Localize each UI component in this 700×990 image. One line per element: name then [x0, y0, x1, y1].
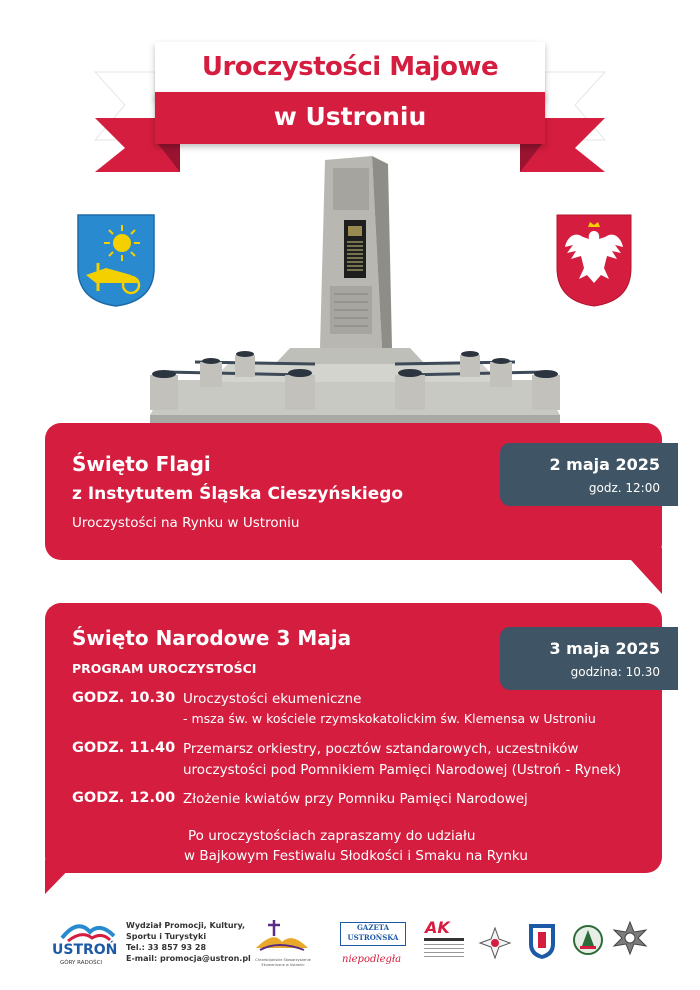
ak-logo-bar	[424, 938, 464, 941]
footer-partner1: Chrześcijańskie Stowarzyszenie Ekumeniczne w Ustroniu	[255, 958, 311, 967]
program-item-1-line1: Uroczystości ekumeniczne	[183, 691, 362, 707]
niepodlegla-logo: niepodległa	[342, 954, 402, 965]
association-shield-emblem-icon	[527, 920, 557, 960]
program-label: PROGRAM UROCZYSTOŚCI	[72, 661, 257, 676]
program-item-2-time: GODZ. 11.40	[72, 740, 176, 756]
veterans-cross-emblem-icon	[612, 920, 648, 956]
event1-date-box	[500, 443, 678, 506]
ustron-logo-icon	[58, 916, 118, 944]
footer-logo-tagline: GÓRY RADOŚCI	[60, 960, 103, 966]
ak-logo: AK	[425, 918, 450, 937]
banner-subtitle: w Ustroniu	[273, 102, 427, 131]
program-item-2-line2: uroczystości pod Pomnikiem Pamięci Narodowej (Ustroń - Rynek)	[183, 762, 622, 778]
program-item-2-line1: Przemarsz orkiestry, pocztów sztandarowych, uczestników	[183, 741, 579, 757]
monument-image	[140, 150, 570, 440]
event2-date: 3 maja 2025	[549, 639, 660, 658]
event1-location: Uroczystości na Rynku w Ustroniu	[72, 515, 300, 531]
program-item-1-line2: - msza św. w kościele rzymskokatolickim św. Klemensa w Ustroniu	[183, 711, 596, 726]
event1-time: godz. 12:00	[588, 481, 660, 495]
ecumenical-association-logo-icon	[252, 918, 312, 956]
event2-date-box	[500, 627, 678, 690]
footer-contact	[126, 920, 251, 964]
program-item-1-time: GODZ. 10.30	[72, 690, 176, 706]
program-item-3-time: GODZ. 12.00	[72, 790, 176, 806]
ak-logo-caption	[424, 944, 464, 958]
program-item-3-line1: Złożenie kwiatów przy Pomniku Pamięci Narodowej	[183, 791, 528, 807]
military-cross-emblem-icon	[478, 926, 512, 960]
footer-logo-name: USTROŃ	[52, 942, 118, 958]
footer-email: E-mail: promocja@ustron.pl	[126, 954, 251, 963]
event2-time: godzina: 10.30	[570, 665, 660, 679]
event2-title: Święto Narodowe 3 Maja	[72, 626, 352, 650]
closing-line1: Po uroczystościach zapraszamy do udziału	[188, 828, 476, 844]
closing-line2: w Bajkowym Festiwalu Słodkości i Smaku na Rynku	[184, 848, 528, 864]
gazeta-logo: GAZETA USTROŃSKA	[340, 922, 406, 946]
event1-date: 2 maja 2025	[549, 455, 660, 474]
round-emblem-icon	[572, 922, 604, 958]
footer-dept1: Wydział Promocji, Kultury,	[126, 921, 246, 930]
footer-phone: Tel.: 33 857 93 28	[126, 943, 207, 952]
event1-title: Święto Flagi	[72, 452, 211, 476]
banner-title: Uroczystości Majowe	[201, 52, 499, 82]
event1-subtitle: z Instytutem Śląska Cieszyńskiego	[72, 484, 404, 504]
footer-dept2: Sportu i Turystyki	[126, 932, 207, 941]
